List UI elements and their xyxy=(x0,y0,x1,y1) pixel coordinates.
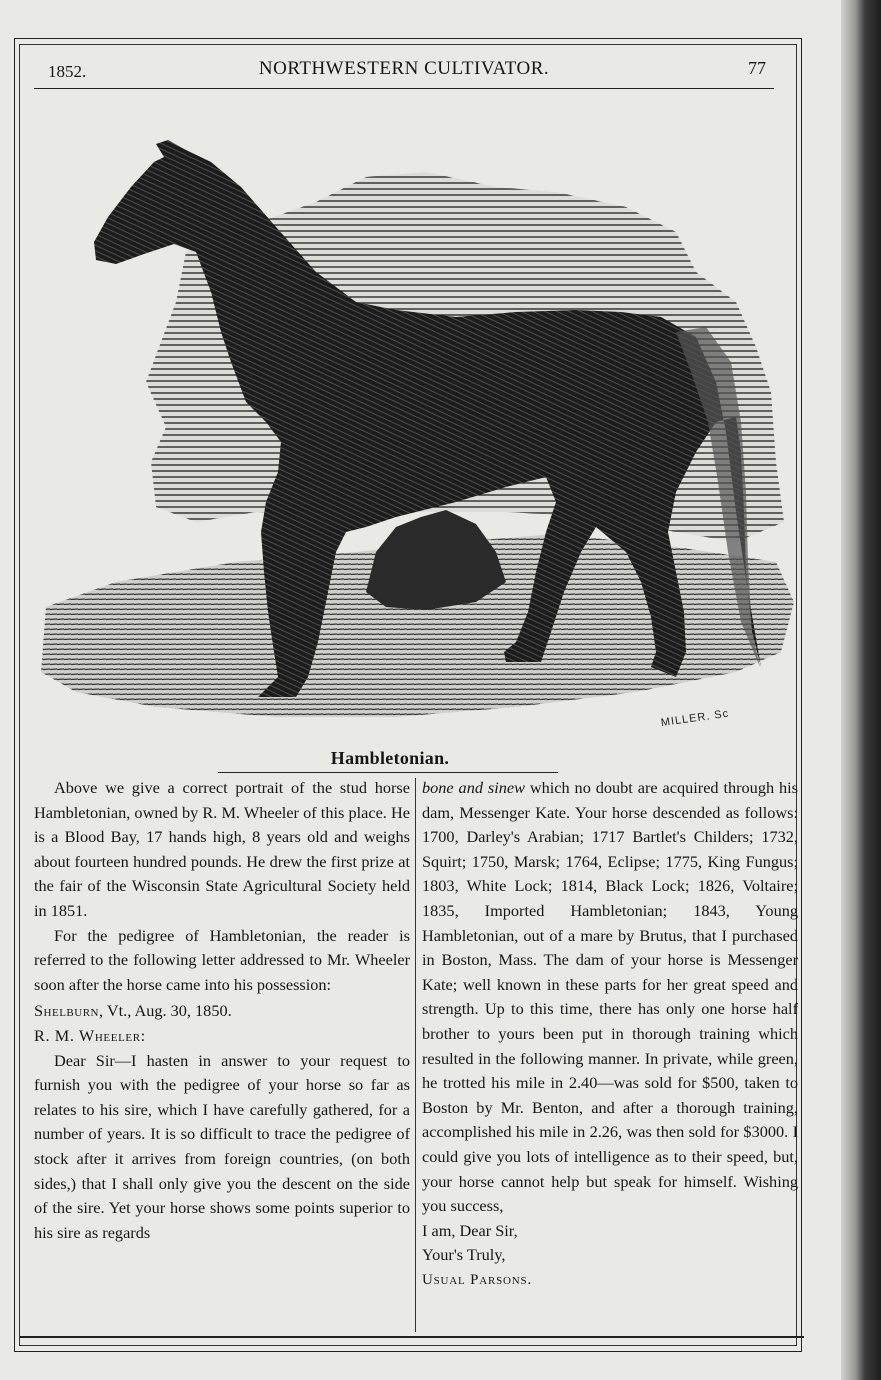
article-paragraph-1: Above we give a correct portrait of the stud horse Hambletonian, owned by R. M. Wheeler of this place. He is a Blood Bay, 17 hands high, 8 years old and weighs about fourteen hundred pounds. He drew the first prize at the fair of the Wisconsin State Agricultural Society held in 1851. xyxy=(34,778,410,920)
letter-paragraph-1: Dear Sir—I hasten in answer to your request to furnish you with the pedigree of your horse so far as relates to his sire, which I have carefully gathered, for a number of years. It is so difficult to trace the pedigree of stock after it arrives from foreign countries, (on both sides,) that I shall only give you the descent on the side of the sire. Yet your horse shows some points superior to his sire as regards xyxy=(34,1050,410,1242)
page-number: 77 xyxy=(748,58,766,78)
dateline-date: , Vt., Aug. 30, 1850. xyxy=(99,1001,232,1021)
letter-dateline xyxy=(34,999,410,1024)
left-column xyxy=(34,776,410,1245)
letter-closing-2: Your's Truly, xyxy=(422,1245,506,1265)
right-column xyxy=(422,776,798,1292)
letter-salutation: R. M. Wheeler: xyxy=(34,1025,146,1045)
scan-page-edge xyxy=(841,0,881,1380)
caption-rule xyxy=(218,772,558,773)
column-divider xyxy=(415,778,416,1332)
letter-signature: Usual Parsons. xyxy=(422,1271,533,1288)
letter-closing-1: I am, Dear Sir, xyxy=(422,1220,518,1240)
engraver-signature: MILLER. Sc xyxy=(660,707,730,730)
horse-engraving xyxy=(36,132,796,742)
illustration-caption: Hambletonian. xyxy=(330,748,450,768)
header-year: 1852. xyxy=(48,62,87,81)
letter-paragraph-2 xyxy=(422,776,798,1219)
page-bottom-rule xyxy=(20,1336,804,1338)
italic-phrase: bone and sinew xyxy=(422,778,525,797)
letter-paragraph-2-text: which no doubt are acquired through his dam, Messenger Kate. Your horse descended as follows: 1700, Darley's Arabian; 1717 Bartlet's Childers; 1732, Squirt; 1750, Marsk; 1764, Eclipse; 1775, King Fungus; 1803, White Lock; 1814, Black Lock; 1826, Voltaire; 1835, Imported Hambletonian; 1843, Young Hambletonian, out of a mare by Brutus, that I purchased in Boston, Mass. The dam of your horse is Messenger Kate; well known in these parts for her great speed and strength. Up to this time, there has only one horse half brother to yours been put in thorough training which resulted in the following manner. In private, while green, he trotted his mile in 2.40—was sold for $500, taken to Boston by Mr. Benton, and after a thorough training, accomplished his mile in 2.26, was then sold for $3000. I could give you lots of intelligence as to their speed, but, your horse cannot help but speak for himself. Wishing you success, xyxy=(422,778,799,1216)
shrub xyxy=(366,510,506,610)
journal-title: NORTHWESTERN CULTIVATOR. xyxy=(258,58,550,79)
article-paragraph-2: For the pedigree of Hambletonian, the reader is referred to the following letter addressed to Mr. Wheeler soon after the horse came into his possession: xyxy=(34,925,410,994)
running-header xyxy=(34,52,774,89)
dateline-place: Shelburn xyxy=(34,1001,99,1021)
